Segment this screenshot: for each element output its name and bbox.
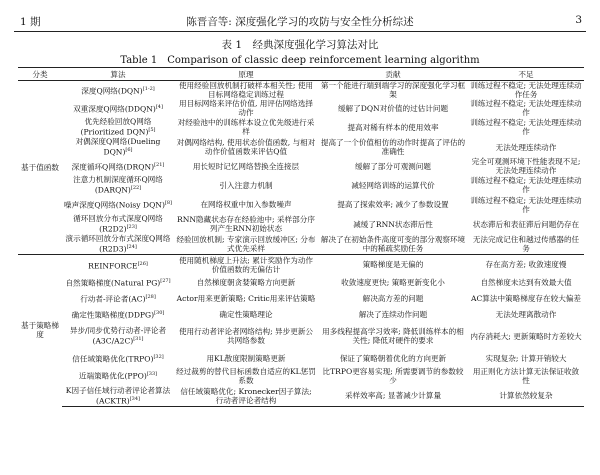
algorithm-cell: 行动者-评论者(AC)[28]: [80, 294, 156, 304]
issue-number: 1 期: [20, 16, 41, 28]
limitation-cell: 状态滞后和表征滞后问题仍存在: [472, 219, 580, 229]
limitation-cell: 训练过程不稳定; 无法处理连续动作任务: [470, 81, 582, 99]
algorithm-cell: 深度Q网络(DQN)[1-2]: [81, 85, 155, 96]
algorithm-cell: 对偶深度Q网络(Dueling DQN)[6]: [75, 137, 161, 157]
principle-cell: RNN隐藏状态存在经验池中; 采样部分序列产生RNN初始状态: [177, 215, 315, 233]
principle-cell: 对经验池中的训练样本设立优先级进行采样: [177, 118, 315, 136]
principle-cell: 自然梯度朝贪婪策略方向更新: [196, 277, 296, 287]
limitation-cell: 完全可观测环境下性能表现不足; 无法处理连续动作: [471, 157, 581, 175]
table-row: [18, 275, 584, 289]
citation-ref: [26]: [137, 260, 148, 267]
limitation-cell: 存在高方差; 收敛速度慢: [485, 260, 567, 270]
citation-ref: [22]: [130, 185, 142, 192]
column-header-category: 分类: [18, 68, 62, 81]
principle-cell: 对偶网络结构, 使用状态价值函数, 与相对动作价值函数来评估Q值: [176, 138, 316, 156]
principle-cell: 确定性策略理论: [219, 310, 273, 320]
algorithm-cell: 确定性策略梯度(DDPG)[30]: [71, 310, 165, 320]
limitation-cell: 实现复杂; 计算开销较大: [485, 353, 567, 363]
contribution-cell: 提高对稀有样本的使用效率: [347, 122, 439, 132]
table-row: [18, 175, 584, 195]
principle-cell: 经过裁剪的替代目标函数自适应的KL惩罚系数: [176, 366, 316, 385]
contribution-cell: 保证了策略朝着优化的方向更新: [339, 353, 447, 363]
citation-ref: [34]: [129, 396, 140, 403]
contribution-cell: 解决了在初始条件高度可变的部分观察环境中的稀疏奖励任务: [318, 234, 468, 254]
table-row: [18, 289, 584, 308]
category-cell: 基于值函数: [18, 81, 62, 255]
algorithm-cell: 近端策略优化(PPO)[33]: [78, 371, 158, 381]
algorithm-cell: 自然策略梯度(Natural PG)[27]: [65, 277, 171, 288]
table-row: [18, 157, 584, 175]
column-header-principle: 原理: [174, 68, 318, 81]
limitation-cell: 自然梯度未达到有效最大值: [480, 277, 572, 287]
limitation-cell: AC算法中策略梯度存在较大偏差: [470, 294, 581, 304]
principle-cell: 在网络权重中加入参数噪声: [200, 200, 292, 209]
table-row: [18, 214, 584, 234]
table-row: [18, 254, 584, 275]
citation-ref: [27]: [160, 277, 171, 284]
table-row: [18, 234, 584, 254]
contribution-cell: 提高了一个价值相仿的动作时提高了评估的准确性: [320, 138, 466, 156]
algorithm-cell: 优先经验回放Q网络(Prioritized DQN)[5]: [80, 117, 156, 137]
limitation-cell: 计算依然较复杂: [468, 386, 584, 406]
limitation-cell: 训练过程不稳定; 无法处理连续动作: [470, 195, 582, 214]
contribution-cell: 策略梯度是无偏的: [362, 260, 424, 270]
citation-ref: [21]: [154, 161, 165, 168]
citation-ref: [4]: [155, 103, 163, 110]
principle-cell: 使用随机梯度上升法; 累计奖励作为动作价值函数的无偏估计: [178, 255, 314, 274]
running-header: [14, 14, 586, 32]
algorithm-cell: 注意力机制深度循环Q网络(DARQN)[22]: [73, 175, 163, 195]
contribution-cell: 用多线程提高学习效率; 降低训练样本的相关性; 降低对硬件的要求: [322, 327, 464, 346]
table-row: [18, 321, 584, 351]
contribution-cell: 解决高方差的问题: [362, 294, 424, 304]
contribution-cell: 解决了连续动作问题: [358, 310, 428, 320]
table-caption-cn: 表 1 经典深度强化学习算法对比: [221, 39, 379, 51]
contribution-cell: 减缓了RNN状态滞后性: [353, 219, 433, 229]
citation-ref: [32]: [153, 353, 164, 360]
contribution-cell: 提高了探索效率; 减少了参数设置: [337, 200, 449, 209]
limitation-cell: 无法完成记住和越过传感器的任务: [468, 234, 584, 254]
table-row: [18, 351, 584, 365]
citation-ref: [24]: [126, 244, 137, 250]
principle-cell: 信任域策略优化; Kronecker因子算法; 行动者评论者结构: [174, 386, 318, 406]
citation-ref: [28]: [145, 294, 156, 301]
algorithm-cell: 循环回放分布式深度Q网络(R2D2)[23]: [73, 214, 163, 234]
algorithm-cell: 演示循环回放分布式深度Q网络(R2D3)[24]: [62, 234, 174, 254]
principle-cell: 用目标网络来评估价值, 用评估网络选择动作: [179, 99, 313, 117]
contribution-cell: 缓解了部分可观测问题: [355, 161, 431, 171]
table-row: [18, 195, 584, 214]
algorithm-cell: 异步/同步优势行动者-评论者(A3C/A2C)[31]: [69, 326, 167, 346]
citation-ref: [30]: [154, 310, 165, 317]
limitation-cell: 无法处理离散动作: [495, 310, 557, 320]
algorithm-cell: 深度循环Q网络(DRQN)[21]: [71, 161, 165, 172]
page-number: 3: [575, 14, 582, 26]
citation-ref: [5]: [148, 127, 156, 134]
limitation-cell: 训练过程不稳定; 无法处理连续动作: [470, 176, 582, 194]
table-row: [18, 117, 584, 137]
algorithm-cell: REINFORCE[26]: [88, 260, 148, 271]
algorithm-cell: 信任域策略优化(TRPO)[32]: [72, 353, 164, 364]
table-row: [18, 365, 584, 386]
principle-cell: 用长短时记忆网络替换全连接层: [192, 161, 300, 171]
table-caption-en: Table 1 Comparison of classic deep reinforcement learning algorithm: [120, 55, 480, 66]
algorithm-cell: 双重深度Q网络(DDQN)[4]: [73, 103, 163, 114]
principle-cell: Actor用来更新策略; Critic用来评估策略: [176, 294, 316, 304]
principle-cell: 用KL散度限制策略更新: [206, 353, 286, 363]
table-header-row: [18, 68, 584, 81]
column-header-limitation: 不足: [468, 68, 584, 81]
principle-cell: 引入注意力机制: [219, 180, 273, 190]
contribution-cell: 第一个能进行端到端学习的深度强化学习框架: [320, 81, 466, 99]
comparison-table: [18, 67, 584, 407]
running-title: 陈晋音等: 深度强化学习的攻防与安全性分析综述: [186, 16, 414, 28]
table-row: [18, 99, 584, 117]
contribution-cell: 采样效率高; 显著减少计算量: [318, 386, 468, 406]
contribution-cell: 收敛速度更快; 策略更新变化小: [341, 277, 445, 287]
citation-ref: [6]: [125, 147, 133, 154]
citation-ref: [1-2]: [142, 85, 155, 92]
column-header-algorithm: 算法: [62, 68, 174, 81]
table-row: [18, 386, 584, 406]
category-cell: 基于策略梯度: [21, 321, 59, 340]
table-body: [18, 81, 584, 407]
algorithm-cell: K因子信任域行动者评论者算法(ACKTR)[34]: [62, 386, 174, 406]
limitation-cell: 训练过程不稳定; 无法处理连续动作: [470, 99, 582, 117]
citation-ref: [31]: [133, 336, 144, 343]
table-row: [18, 308, 584, 321]
principle-cell: 使用经验回放机制打破样本相关性; 使用目标网络稳定训练过程: [178, 81, 314, 99]
contribution-cell: 减轻网络训练的运算代价: [351, 180, 435, 190]
contribution-cell: 缓解了DQN对价值的过估计问题: [337, 103, 449, 113]
citation-ref: [8]: [164, 200, 173, 207]
table-row: [18, 81, 584, 100]
citation-ref: [33]: [146, 371, 158, 378]
principle-cell: 经验回放机制; 专家演示回放缓冲区; 分布式优先采样: [174, 234, 318, 254]
limitation-cell: 训练过程不稳定; 无法处理连续动作: [470, 118, 582, 136]
citation-ref: [23]: [126, 224, 137, 231]
table-row: [18, 137, 584, 157]
limitation-cell: 内存消耗大; 更新策略时方差较大: [470, 331, 582, 341]
contribution-cell: 比TRPO更容易实现; 所需要调节的参数较少: [322, 366, 464, 385]
algorithm-cell: 噪声深度Q网络(Noisy DQN)[8]: [64, 200, 173, 210]
limitation-cell: 无法处理连续动作: [495, 142, 557, 152]
column-header-contribution: 贡献: [318, 68, 468, 81]
limitation-cell: 用正则化方法计算无法保证收敛性: [472, 366, 580, 385]
principle-cell: 使用行动者评论者网络结构; 异步更新公共网络参数: [178, 327, 314, 346]
